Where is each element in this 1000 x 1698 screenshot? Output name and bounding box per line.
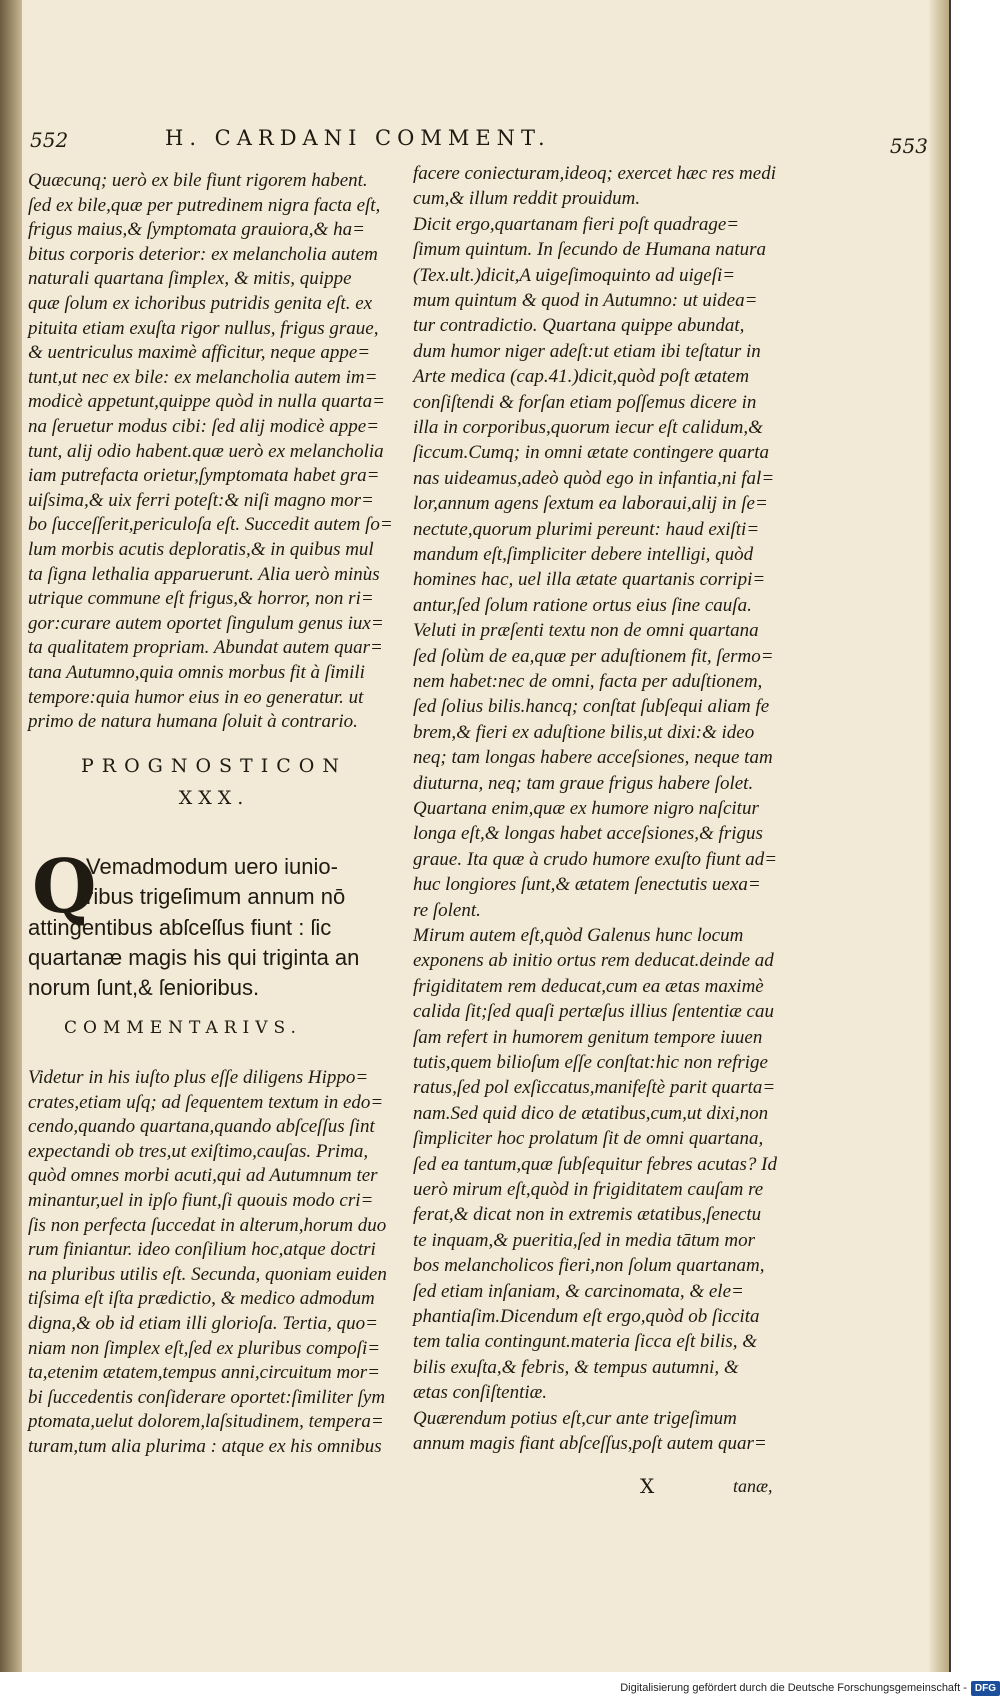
text-line: ſed ſolius bilis.hancq; conſtat ſubſequi aliam fe [413, 696, 770, 718]
text-line: ta,etenim ætatem,tempus anni,circuitum mor= [28, 1362, 380, 1384]
text-line: homines hac, uel illa ætate quartanis corripi= [413, 569, 766, 591]
text-line: diuturna, neq; tam graue frigus habere ſolet. [413, 772, 754, 794]
aphorism-block [28, 844, 408, 1005]
text-line: niam non ſimplex eſt,ſed ex pluribus compoſi= [28, 1337, 381, 1359]
text-line: naturali quartana ſimplex, & mitis, quippe [28, 268, 352, 290]
drop-initial: Q [32, 844, 97, 930]
text-line: frigiditatem rem deducat,cum ea ætas maximè [413, 975, 764, 997]
text-line: Quartana enim,quæ ex humore nigro naſcitur [413, 798, 759, 819]
text-line: Videtur in his iuſto plus eſſe diligens Hippo= [28, 1067, 369, 1088]
aphorism-line: Vemadmodum uero iunio- [86, 854, 338, 879]
aphorism-line: norum ſunt,& ſenioribus. [28, 975, 260, 1000]
left-column-top [28, 165, 400, 745]
text-line: nem habet:nec de omni, facta per aduſtionem, [413, 671, 763, 692]
page-edge [929, 0, 949, 1672]
text-line: ſimpliciter hoc prolatum ſit de omni quartana, [413, 1128, 764, 1150]
prognosticon-heading [28, 755, 400, 809]
text-line: conſiſtendi & forſan etiam poſſemus dicere in [413, 391, 757, 413]
text-line: longa eſt,& longas habet acceſsiones,& frigus [413, 823, 763, 845]
text-line: cendo,quando quartana,quando abſceſſus ſint [28, 1116, 375, 1138]
text-line: brem,& fieri ex aduſtione bilis,ut dixi:& ideo [413, 721, 755, 743]
text-line: facere coniecturam,ideoq; exercet hæc res medi [413, 163, 776, 184]
text-line: pituita etiam exuſta rigor nullus, frigus graue, [28, 317, 379, 339]
text-line: ta ſigna lethalia apparuerunt. Alia uerò minùs [28, 563, 380, 585]
running-header [28, 126, 928, 156]
text-line: tana Autumno,quia omnis morbus fit à ſimili [28, 662, 365, 683]
prognosticon-title: PROGNOSTICON [81, 755, 347, 777]
text-line: minantur,uel in ipſo fiunt,ſi quouis modo cri= [28, 1190, 374, 1211]
text-line: digna,& ob id etiam illi glorioſa. Tertia, quo= [28, 1313, 378, 1334]
text-line: bi ſuccedentis conſiderare oportet:ſimiliter ſym [28, 1386, 386, 1408]
aphorism-line: ribus trigeſimum annum nō [86, 884, 346, 909]
text-line: tem talia contingunt.materia ſicca eſt bilis, & [413, 1331, 758, 1353]
signature-mark: X [640, 1474, 655, 1498]
right-column [413, 158, 778, 1478]
text-line: ſimum quintum. In ſecundo de Humana natura [413, 239, 767, 261]
text-line: ſiccum.Cumq; in omni ætate contingere quarta [413, 442, 770, 464]
text-line: gor:curare autem oportet ſingulum genus iux= [28, 612, 384, 634]
text-line: Veluti in præſenti textu non de omni quartana [413, 620, 759, 642]
text-line: exponens ab initio ortus rem deducat.deinde ad [413, 950, 774, 972]
text-line: ætas conſiſtentiæ. [413, 1382, 548, 1404]
text-line: Mirum autem eſt,quòd Galenus hunc locum [413, 925, 744, 946]
text-line: calida ſit;ſed quaſi pertæſus illius ſententiæ cau [413, 1001, 774, 1023]
aphorism-line: attingentibus abſceſſus fiunt : ſic [28, 915, 332, 940]
text-line: expectandi ob tres,ut exiſtimo,cauſas. Prima, [28, 1140, 369, 1162]
catchword: tanæ, [733, 1476, 773, 1496]
text-line: tunt,ut nec ex bile: ex melancholia autem im= [28, 366, 378, 388]
text-line: ta qualitatem propriam. Abundat autem quar= [28, 637, 383, 659]
text-line: lor,annum agens ſextum ea laboraui,alij in ſe= [413, 493, 768, 515]
text-line: nectute,quorum plurimi pereunt: haud exiſti= [413, 518, 760, 540]
commentarius-heading: COMMENTARIVS. [64, 1018, 302, 1038]
text-line: ratus,ſed pol exſiccatus,manifeſtè parit quarta= [413, 1077, 776, 1099]
text-line: huc longiores ſunt,& ætatem ſenectutis uexa= [413, 874, 761, 896]
page-number-left: 552 [30, 128, 69, 152]
text-line: uerò mirum eſt,quòd in frigiditatem cauſam re [413, 1179, 764, 1200]
text-line: ſed etiam inſaniam, & carcinomata, & ele= [413, 1280, 744, 1302]
credit-text: Digitalisierung gefördert durch die Deutsche Forschungsgemeinschaft - [620, 1682, 967, 1694]
text-line: bo ſucceſſerit,periculoſa eſt. Succedit autem ſo= [28, 514, 393, 536]
text-line: ſam refert in humorem genitum tempore iuuen [413, 1026, 763, 1048]
text-line: turam,tum alia plurima : atque ex his omnibus [28, 1436, 382, 1457]
text-line: cum,& illum reddit prouidum. [413, 188, 641, 210]
text-line: mandum eſt,ſimpliciter debere intelligi, quòd [413, 544, 754, 565]
text-line: nas uideamus,adeò quòd ego in infantia,ni fal= [413, 467, 775, 489]
text-line: (Tex.ult.)dicit,A uigeſimoquinto ad uigeſi= [413, 264, 736, 286]
text-line: mum quintum & quod in Autumno: ut uidea= [413, 290, 758, 311]
text-line: ferat,& dicat non in extremis ætatibus,ſenectu [413, 1204, 762, 1226]
text-line: Dicit ergo,quartanam fieri poſt quadrage= [413, 213, 740, 235]
text-line: ſed ex bile,quæ per putredinem nigra facta eſt, [28, 194, 381, 216]
text-line: na pluribus utilis eſt. Secunda, quoniam euiden [28, 1263, 387, 1285]
text-line: na ſeruetur modus cibi: ſed alij modicè appe= [28, 416, 380, 437]
text-line: iam putrefacta orietur,ſymptomata habet gra= [28, 465, 380, 487]
text-line: Quærendum potius eſt,cur ante trigeſimum [413, 1407, 737, 1429]
running-title: H. CARDANI COMMENT. [165, 126, 551, 150]
text-line: ptomata,uelut dolorem,laſsitudinem, tempera= [28, 1411, 384, 1433]
dfg-logo: DFG [971, 1681, 1000, 1696]
text-line: tutis,quem bilioſum eſſe conſtat:hic non refrige [413, 1052, 768, 1073]
binding-gutter [0, 0, 22, 1672]
text-line: Arte medica (cap.41.)dicit,quòd poſt ætatem [413, 366, 750, 388]
text-line: frigus maius,& ſymptomata grauiora,& ha= [28, 219, 365, 241]
text-line: bos melancholicos fieri,non ſolum quartanam, [413, 1255, 765, 1277]
left-column-bottom [28, 1062, 400, 1482]
text-line: phantiaſim.Dicendum eſt ergo,quòd ob ſiccita [413, 1306, 760, 1327]
text-line: graue. Ita quæ à crudo humore exuſto fiunt ad= [413, 848, 778, 870]
text-line: dum humor niger adeſt:ut etiam ibi teſtatur in [413, 340, 761, 362]
text-line: primo de natura humana ſoluit à contrario. [28, 711, 358, 733]
text-line: tempore:quia humor eius in eo generatur. ut [28, 686, 364, 708]
text-line: annum magis fiant abſceſſus,poſt autem quar= [413, 1433, 767, 1454]
text-line: Quæcunq; uerò ex bile fiunt rigorem habent. [28, 170, 368, 191]
text-line: modicè appetunt,quippe quòd in nulla quarta= [28, 391, 385, 413]
text-line: utrique commune eſt frigus,& horror, non ri= [28, 588, 374, 610]
text-line: bitus corporis deterior: ex melancholia autem [28, 243, 378, 265]
text-line: tunt, alij odio habent.quæ uerò ex melancholia [28, 440, 384, 462]
text-line: bilis exuſta,& febris, & tempus autumni, & [413, 1356, 739, 1378]
text-line: neq; tam longas habere acceſsiones, neque tam [413, 747, 773, 769]
text-line: tur contradictio. Quartana quippe abundat, [413, 315, 745, 337]
text-line: rum finiantur. ideo conſilium hoc,atque doctri [28, 1239, 376, 1261]
text-line: quòd omnes morbi acuti,qui ad Autumnum ter [28, 1165, 378, 1187]
text-line: ſed ſolùm de ea,quæ per aduſtionem fit, ſermo= [413, 645, 774, 667]
text-line: quæ ſolum ex ichoribus putridis genita eſt. ex [28, 293, 373, 314]
text-line: & uentriculus maximè afficitur, neque appe= [28, 342, 371, 364]
text-line: antur,ſed ſolum ratione ortus eius ſine cauſa. [413, 594, 752, 616]
prognosticon-number: XXX. [178, 787, 250, 809]
text-line: uiſsima,& uix ferri poteſt:& niſi magno mor= [28, 489, 374, 511]
text-line: nam.Sed quid dico de ætatibus,cum,ut dixi,non [413, 1102, 769, 1124]
text-line: ſis non perfecta ſuccedat in alterum,horum duo [28, 1214, 387, 1236]
text-line: crates,etiam uſq; ad ſequentem textum in edo= [28, 1091, 384, 1113]
text-line: illa in corporibus,quorum iecur eſt calidum,& [413, 417, 763, 438]
text-line: tiſsima eſt iſta prædictio, & medico admodum [28, 1288, 375, 1310]
digitization-credit [620, 1678, 1000, 1698]
page-number-right: 553 [889, 134, 928, 158]
text-line: lum morbis acutis deploratis,& in quibus mul [28, 539, 374, 560]
text-line: ſed ea tantum,quæ ſubſequitur febres acutas? Id [413, 1153, 777, 1175]
text-line: te inquam,& pueritia,ſed in media tātum mor [413, 1229, 755, 1251]
aphorism-line: quartanæ magis his qui triginta an [28, 945, 360, 970]
text-line: re ſolent. [413, 899, 481, 921]
